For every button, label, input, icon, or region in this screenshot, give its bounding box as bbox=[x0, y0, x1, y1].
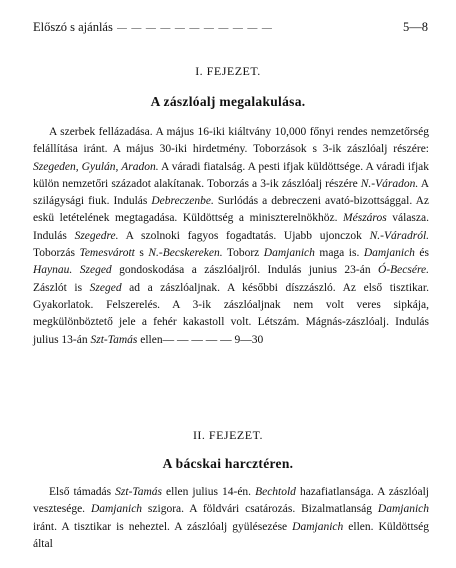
summary-text: A váradi fiatalság. A pesti ifjak küldöttsége. A váradi ifjak külön nemzetőri századot alakítanak. Toborzás a 3-ik zászlóalj részére bbox=[33, 160, 429, 190]
emphasized-name: Temesvárott bbox=[79, 247, 135, 260]
summary-text: ellen. Küldöttség által bbox=[33, 520, 429, 550]
summary-text: ellen bbox=[137, 333, 163, 346]
summary-text: maga is. bbox=[314, 247, 364, 260]
toc-entry-label: Előszó s ajánlás bbox=[33, 20, 113, 34]
summary-text: Első támadás bbox=[49, 486, 116, 498]
summary-text: A szolnoki fagyos fogadtatás. Ujabb ujonczok bbox=[118, 229, 370, 242]
summary-text: A szerbek fellázadása. A május 16-iki kiáltvány 10,000 főnyi rendes nemzetőrség felállítása iránt. A május 30-iki hirdetmény. Toborzások s 3-ik zászlóalj részére: bbox=[33, 126, 429, 156]
summary-text: iránt. A tisztikar is neheztel. A zászlóalj gyülésezése bbox=[33, 520, 293, 533]
summary-text: hazafiatlansága. A zászlóalj vesztesége. bbox=[33, 486, 429, 516]
chapter-2-number: II. FEJEZET. bbox=[192, 428, 264, 442]
summary-text: A szilágysági fiuk. Indulás bbox=[33, 177, 429, 208]
summary-text: és bbox=[414, 247, 429, 260]
emphasized-name: Damjanich bbox=[263, 247, 315, 260]
summary-text bbox=[72, 264, 79, 276]
toc-leader: — — — — — — — — — — — bbox=[116, 23, 273, 34]
emphasized-name: Mészáros bbox=[343, 212, 387, 225]
emphasized-name: Szegeden, Gyulán, Aradon. bbox=[33, 160, 159, 173]
summary-text: gondoskodása a zászlóaljról. Indulás junius 23-án bbox=[111, 264, 379, 277]
summary-text: s bbox=[134, 247, 149, 260]
emphasized-name: Szt-Tamás bbox=[90, 333, 138, 346]
emphasized-name: Ó-Becsére. bbox=[378, 264, 429, 277]
summary-text: szigora. A földvári csatározás. Bizalmatlanság bbox=[142, 503, 378, 516]
emphasized-name: Damjanich bbox=[292, 520, 344, 533]
emphasized-name: Damjanich bbox=[377, 503, 429, 516]
summary-text: Surlódás a debreczeni avató-bizottsággal. Az eskü letételének megtagadása. Küldöttség a miniszterelnökhöz. bbox=[33, 195, 429, 225]
summary-text: 9—30 bbox=[234, 333, 264, 346]
chapter-1-summary bbox=[33, 124, 429, 349]
emphasized-name: N.-Váradon. bbox=[360, 177, 419, 190]
emphasized-name: Bechtold bbox=[255, 486, 296, 498]
emphasized-name: Damjanich bbox=[90, 503, 143, 516]
emphasized-name: Damjanich bbox=[363, 247, 415, 260]
summary-text: ad a zászlóaljnak. A későbbi díszzászló. Az első tisztikar. Gyakorlatok. Felszerelés. A 3-ik zászlóaljnak nem volt veres sipkája, megkülönböztető jele a fehér kakastoll volt. Létszám. Mágnás-zászlóalj. Indulás julius 13-án bbox=[33, 281, 429, 346]
summary-text: válasza. Indulás bbox=[33, 212, 429, 242]
emphasized-name: Szeged bbox=[89, 281, 122, 294]
emphasized-name: Szt-Tamás bbox=[115, 486, 163, 498]
emphasized-name: Szeged bbox=[79, 264, 112, 277]
chapter-1-title: A zászlóalj megalakulása. bbox=[150, 94, 306, 109]
emphasized-name: N.-Becskereken. bbox=[148, 247, 223, 260]
chapter-2-summary bbox=[33, 484, 429, 553]
summary-text: Toborzás bbox=[33, 247, 80, 260]
emphasized-name: Debreczenbe. bbox=[151, 195, 214, 208]
summary-text: Zászlót is bbox=[33, 281, 90, 294]
summary-text: ellen julius 14-én. bbox=[162, 486, 256, 498]
chapter-1-number: I. FEJEZET. bbox=[195, 64, 261, 78]
toc-entry-foreword bbox=[33, 20, 428, 35]
summary-text: — — — — — bbox=[162, 333, 235, 346]
emphasized-name: Haynau. bbox=[33, 264, 73, 277]
toc-entry-pages: 5—8 bbox=[403, 20, 428, 34]
chapter-2-title: A bácskai harcztéren. bbox=[162, 456, 294, 471]
emphasized-name: Szegedre. bbox=[74, 229, 119, 242]
summary-text: Toborz bbox=[222, 247, 264, 260]
emphasized-name: N.-Váradról. bbox=[369, 229, 430, 242]
